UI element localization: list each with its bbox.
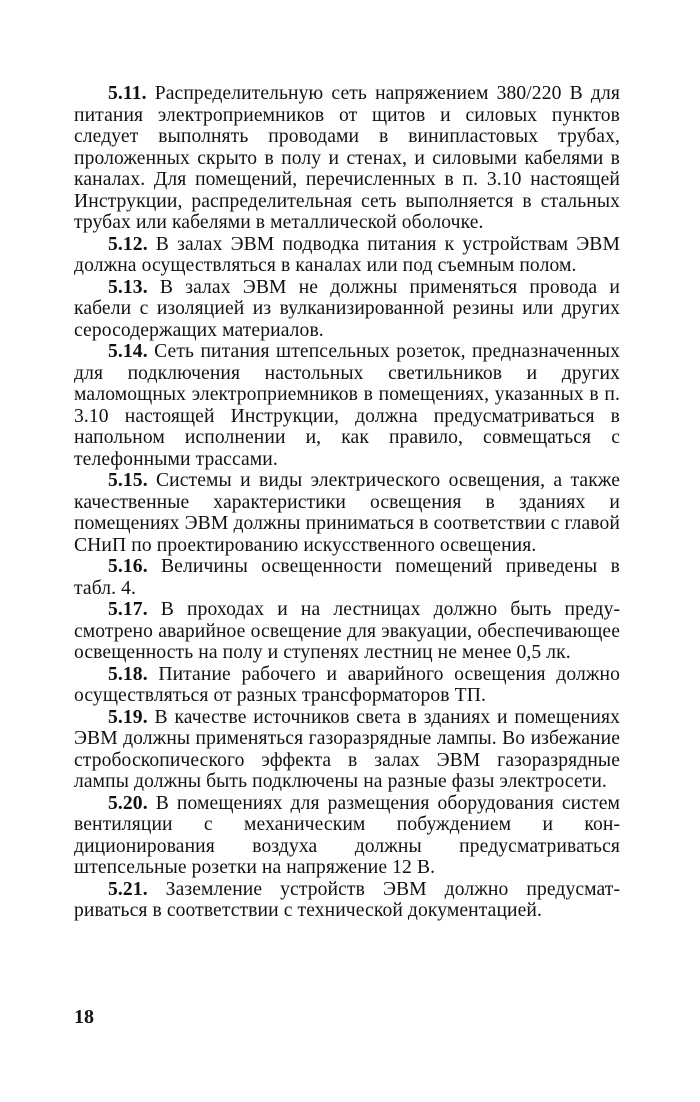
paragraph-5-14 xyxy=(74,341,620,470)
paragraph-number: 5.11. xyxy=(108,83,147,104)
paragraph-text: В проходах и на лестницах должно быть предусмотрено аварийное освещение для эвакуации, обеспечивающее освещенность на полу и ступенях лестниц не менее 0,5 лк. xyxy=(74,599,620,663)
paragraph-number: 5.16. xyxy=(108,556,148,577)
paragraph-text: Величины освещенности помещений приведены в табл. 4. xyxy=(74,556,620,599)
paragraph-5-12 xyxy=(74,234,620,277)
paragraph-text: Заземление устройств ЭВМ должно предусматриваться в соответствии с технической документацией. xyxy=(74,878,620,921)
paragraph-number: 5.15. xyxy=(108,470,148,491)
paragraph-5-19 xyxy=(74,707,620,793)
paragraph-number: 5.18. xyxy=(108,663,148,685)
paragraph-5-11 xyxy=(74,83,620,234)
paragraph-text: Распределительную сеть напряжением 380/220 В для питания электроприемников от щитов и силовых пунктов следует выполнять проводами в винипластовых трубах, проложенных скрыто в полу и стенах, и силовыми кабелями в каналах. Для помещений, перечисленных в п. 3.10 настоящей Инструкции, распределительная сеть выполняется в стальных трубах или кабелями в металлической оболочке. xyxy=(74,83,620,233)
paragraph-number: 5.17. xyxy=(108,599,148,620)
paragraph-number: 5.14. xyxy=(108,341,148,362)
document-body xyxy=(74,83,620,922)
paragraph-number: 5.21. xyxy=(108,878,148,900)
paragraph-number: 5.13. xyxy=(108,276,148,298)
paragraph-text: В залах ЭВМ подводка питания к устройствам ЭВМ должна осуществляться в каналах или под съемным полом. xyxy=(74,233,620,276)
paragraph-5-18 xyxy=(74,664,620,707)
paragraph-5-20 xyxy=(74,793,620,879)
paragraph-number: 5.19. xyxy=(108,706,148,728)
paragraph-text: В помещениях для размещения оборудования систем вентиляции с механическим побуждением и кондиционирования воздуха должны предусматриваться штепсельные розетки на напряжение 12 В. xyxy=(74,792,620,878)
paragraph-5-17 xyxy=(74,599,620,664)
paragraph-text: В качестве источников света в зданиях и помещениях ЭВМ должны применяться газоразрядные лампы. Во избежание стробоскопического эффекта в залах ЭВМ газоразрядные лампы должны быть подключены на разные фазы электросети. xyxy=(74,706,620,792)
paragraph-text: Питание рабочего и аварийного освещения должно осуществляться от разных трансформаторов ТП. xyxy=(74,663,620,706)
paragraph-5-16 xyxy=(74,556,620,599)
paragraph-5-13 xyxy=(74,277,620,342)
paragraph-5-15 xyxy=(74,470,620,556)
paragraph-number: 5.12. xyxy=(108,233,148,255)
paragraph-text: Системы и виды электрического освещения, а также качественные характеристики освещения в зданиях и помещениях ЭВМ должны приниматься в соответствии с главой СНиП по проектированию искусственного освещения. xyxy=(74,470,620,556)
paragraph-text: Сеть питания штепсельных розеток, предназначенных для подключения настольных светильников и других маломощных электроприемников в помещениях, указанных в п. 3.10 настоящей Инструкции, должна предусматриваться в напольном исполнении и, как правило, совмещаться с телефонными трассами. xyxy=(74,341,620,470)
paragraph-text: В залах ЭВМ не должны применяться провода и кабели с изоляцией из вулканизированной резины или других серосодержащих материалов. xyxy=(74,276,620,341)
paragraph-number: 5.20. xyxy=(108,792,148,814)
page-number: 18 xyxy=(74,1006,94,1028)
paragraph-5-21 xyxy=(74,879,620,922)
